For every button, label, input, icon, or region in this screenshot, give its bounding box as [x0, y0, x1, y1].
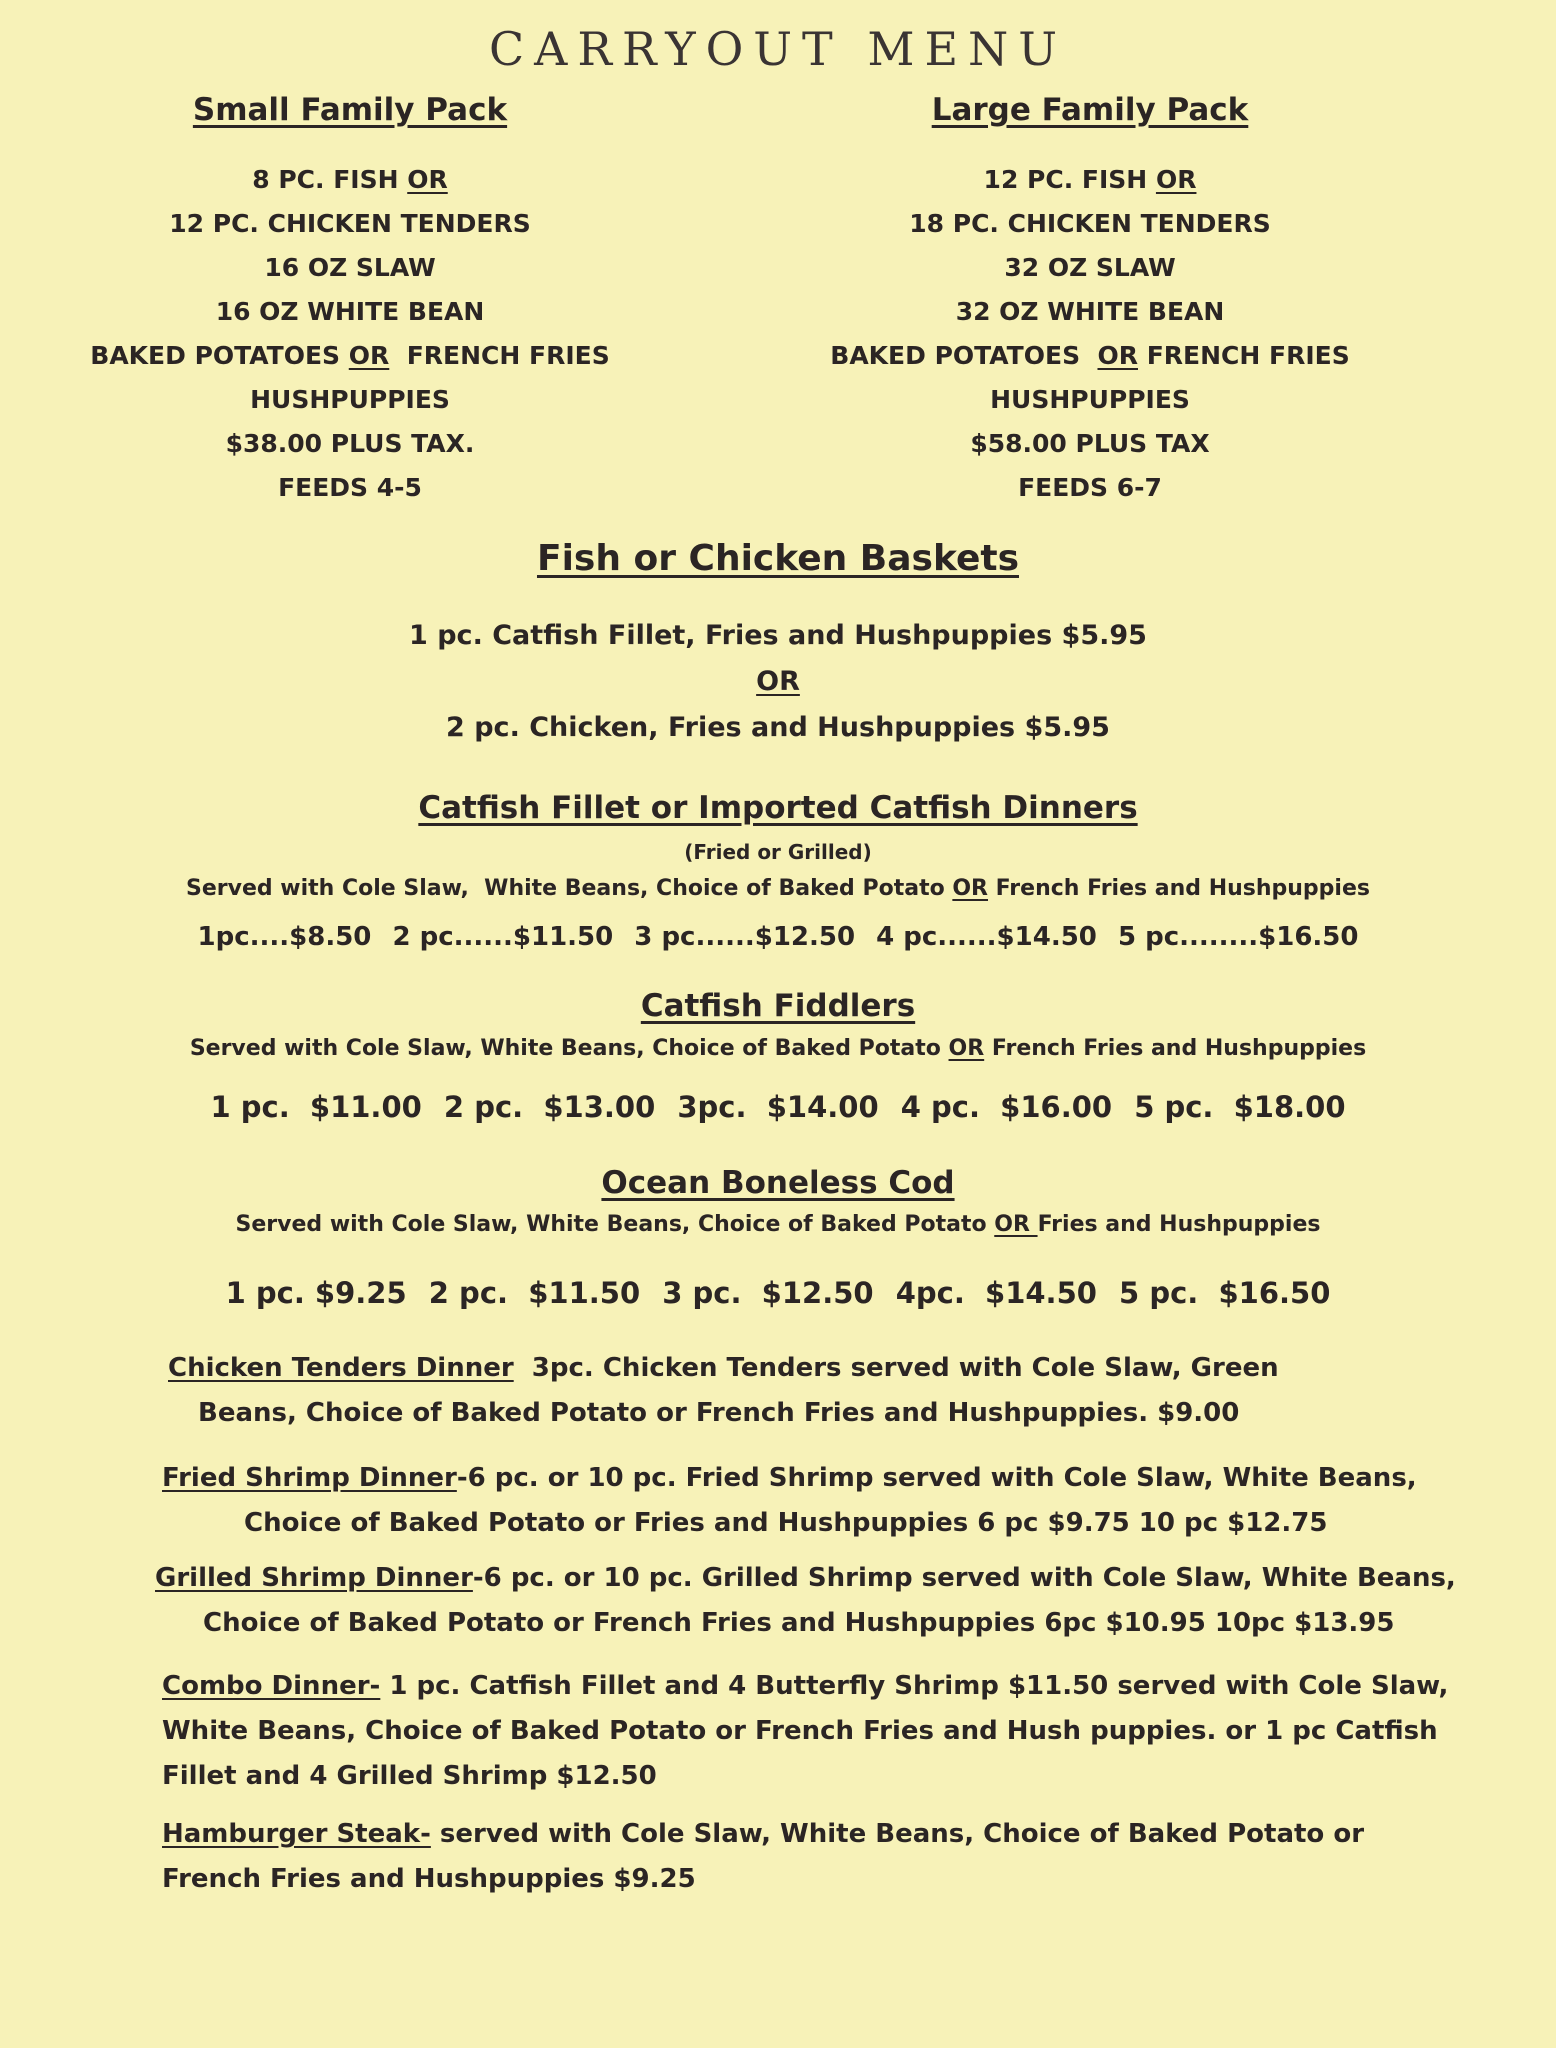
- combo-line3: Fillet and 4 Grilled Shrimp $12.50: [162, 1761, 657, 1791]
- desc-text: French Fries and Hushpuppies: [988, 876, 1370, 901]
- large-pack-fries: FRENCH FRIES: [1138, 341, 1350, 370]
- or-text: OR: [948, 1036, 985, 1061]
- combo-line2: White Beans, Choice of Baked Potato or French Fries and Hush puppies. or 1 pc Catfish: [162, 1716, 1438, 1746]
- small-family-pack: [40, 92, 660, 510]
- small-pack-line: [40, 158, 660, 202]
- desc-text: Served with Cole Slaw, White Beans, Choice of Baked Potato: [235, 1212, 995, 1237]
- price-item: 2 pc......$11.50: [392, 922, 614, 952]
- cod-desc: [0, 1212, 1556, 1237]
- large-pack-feeds: FEEDS 6-7: [1018, 473, 1162, 502]
- catfish-dinners-prices: [0, 922, 1556, 952]
- cod-heading: Ocean Boneless Cod: [601, 1165, 955, 1201]
- small-pack-heading: Small Family Pack: [192, 92, 508, 128]
- combo-line1: [162, 1664, 1522, 1709]
- desc-text: 3pc. Chicken Tenders served with Cole Slaw, Green: [513, 1353, 1279, 1383]
- fried-shrimp-line1: [162, 1456, 1502, 1501]
- small-pack-line: 12 PC. CHICKEN TENDERS: [169, 209, 531, 238]
- small-pack-line: [40, 334, 660, 378]
- small-pack-fish: 8 PC. FISH: [252, 165, 408, 194]
- or-text: OR: [952, 876, 989, 901]
- desc-text: -6 pc. or 10 pc. Fried Shrimp served with Cole Slaw, White Beans,: [456, 1463, 1417, 1493]
- large-pack-price: $58.00 PLUS TAX: [970, 429, 1210, 458]
- desc-text: 1 pc. Catfish Fillet and 4 Butterfly Shrimp $11.50 served with Cole Slaw,: [380, 1671, 1449, 1701]
- large-pack-fish: 12 PC. FISH: [983, 165, 1156, 194]
- small-pack-line: 16 OZ SLAW: [264, 253, 436, 282]
- large-pack-line: 32 OZ SLAW: [1004, 253, 1176, 282]
- or-text: OR: [994, 1212, 1038, 1237]
- combo-label: Combo Dinner-: [162, 1671, 381, 1701]
- baskets-heading: Fish or Chicken Baskets: [536, 538, 1019, 579]
- or-text: OR: [348, 341, 390, 370]
- page-title: CARRYOUT MENU: [488, 22, 1068, 76]
- large-pack-heading: Large Family Pack: [931, 92, 1249, 128]
- fiddlers-prices: [0, 1090, 1556, 1124]
- fiddlers-heading: Catfish Fiddlers: [640, 988, 916, 1024]
- grilled-shrimp-line1: [155, 1556, 1515, 1601]
- price-item: 5 pc. $18.00: [1134, 1090, 1346, 1124]
- price-item: 5 pc........$16.50: [1117, 922, 1359, 952]
- small-pack-potatoes: BAKED POTATOES: [90, 341, 349, 370]
- price-item: 2 pc. $11.50: [428, 1276, 641, 1310]
- desc-text: Served with Cole Slaw, White Beans, Choice of Baked Potato: [189, 1036, 949, 1061]
- large-pack-potatoes: BAKED POTATOES: [830, 341, 1098, 370]
- baskets-or: OR: [756, 666, 800, 697]
- price-item: 3 pc......$12.50: [634, 922, 856, 952]
- catfish-dinners-sub: (Fried or Grilled): [684, 840, 872, 864]
- price-item: 4 pc. $16.00: [900, 1090, 1113, 1124]
- small-pack-price: $38.00 PLUS TAX.: [225, 429, 475, 458]
- price-item: 3 pc. $12.50: [662, 1276, 874, 1310]
- grilled-shrimp-label: Grilled Shrimp Dinner: [155, 1563, 473, 1593]
- grilled-shrimp-dinner: [155, 1556, 1515, 1646]
- fried-shrimp-dinner: [162, 1456, 1502, 1546]
- desc-text: -6 pc. or 10 pc. Grilled Shrimp served with Cole Slaw, White Beans,: [472, 1563, 1456, 1593]
- large-family-pack: [775, 92, 1405, 510]
- or-text: OR: [1097, 341, 1138, 370]
- large-pack-line: HUSHPUPPIES: [990, 385, 1190, 414]
- price-item: 4 pc......$14.50: [876, 922, 1097, 952]
- price-item: 1 pc. $11.00: [210, 1090, 422, 1124]
- price-item: 3pc. $14.00: [677, 1090, 879, 1124]
- fried-shrimp-line2: Choice of Baked Potato or Fries and Hushpuppies 6 pc $9.75 10 pc $12.75: [244, 1508, 1328, 1538]
- hamburger-line1: [162, 1812, 1522, 1857]
- large-pack-line: 18 PC. CHICKEN TENDERS: [909, 209, 1271, 238]
- tenders-dinner-line1: [168, 1346, 1468, 1391]
- desc-text: French Fries and Hushpuppies: [984, 1036, 1367, 1061]
- price-item: 5 pc. $16.50: [1119, 1276, 1331, 1310]
- tenders-dinner: [168, 1346, 1468, 1436]
- or-text: OR: [407, 165, 448, 194]
- hamburger-steak: [162, 1812, 1522, 1902]
- cod-prices: [0, 1276, 1556, 1310]
- desc-text: Served with Cole Slaw, White Beans, Choice of Baked Potato: [185, 876, 953, 901]
- hamburger-line2: French Fries and Hushpuppies $9.25: [162, 1864, 696, 1894]
- fiddlers-desc: [0, 1036, 1556, 1061]
- catfish-dinners-heading: Catfish Fillet or Imported Catfish Dinners: [418, 790, 1138, 826]
- hamburger-label: Hamburger Steak-: [162, 1819, 431, 1849]
- basket-item-chicken: 2 pc. Chicken, Fries and Hushpuppies $5.95: [446, 712, 1110, 743]
- large-pack-line: [775, 334, 1405, 378]
- price-item: 1 pc. $9.25: [225, 1276, 407, 1310]
- or-text: OR: [1155, 165, 1197, 194]
- small-pack-line: 16 OZ WHITE BEAN: [215, 297, 485, 326]
- small-pack-fries: FRENCH FRIES: [389, 341, 610, 370]
- price-item: 2 pc. $13.00: [443, 1090, 656, 1124]
- tenders-dinner-label: Chicken Tenders Dinner: [168, 1353, 514, 1383]
- grilled-shrimp-line2: Choice of Baked Potato or French Fries and Hushpuppies 6pc $10.95 10pc $13.95: [203, 1608, 1395, 1638]
- large-pack-line: [775, 158, 1405, 202]
- tenders-dinner-line2: Beans, Choice of Baked Potato or French Fries and Hushpuppies. $9.00: [198, 1398, 1240, 1428]
- large-pack-line: 32 OZ WHITE BEAN: [955, 297, 1225, 326]
- combo-dinner: [162, 1664, 1522, 1799]
- small-pack-feeds: FEEDS 4-5: [278, 473, 422, 502]
- small-pack-line: HUSHPUPPIES: [250, 385, 450, 414]
- catfish-dinners-desc: [0, 876, 1556, 901]
- price-item: 4pc. $14.50: [895, 1276, 1097, 1310]
- desc-text: Fries and Hushpuppies: [1037, 1212, 1321, 1237]
- fried-shrimp-label: Fried Shrimp Dinner: [162, 1463, 457, 1493]
- desc-text: served with Cole Slaw, White Beans, Choice of Baked Potato or: [430, 1819, 1365, 1849]
- price-item: 1pc....$8.50: [197, 922, 372, 952]
- basket-item-fish: 1 pc. Catfish Fillet, Fries and Hushpuppies $5.95: [409, 620, 1147, 651]
